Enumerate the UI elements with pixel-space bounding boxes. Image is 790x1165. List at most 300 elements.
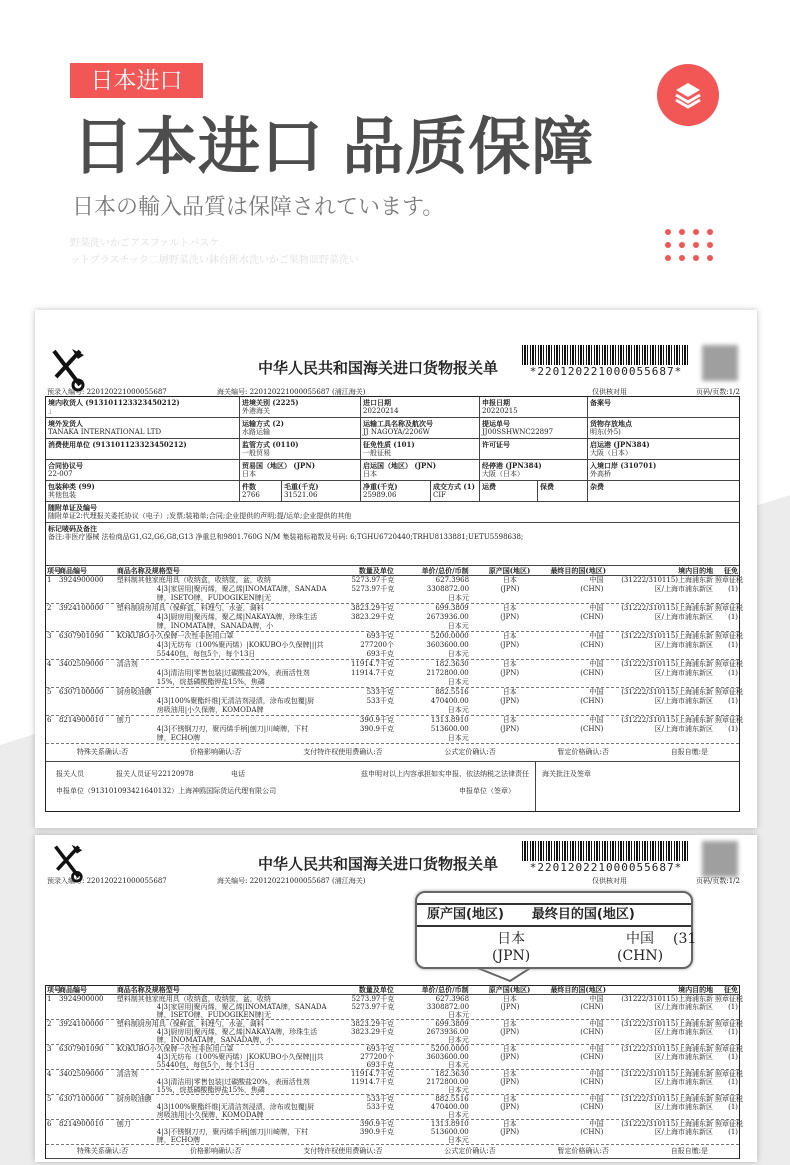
item-price-line: 699.3809 [435, 604, 469, 612]
clipped-text: (31 [673, 931, 697, 947]
document-title: 中华人民共和国海关进口货物报关单 [258, 855, 499, 873]
item-dest [550, 660, 605, 687]
item-place-line: (31222/310115)上海浦东新 [621, 1120, 714, 1128]
header-field [480, 397, 588, 417]
item-qty-line: 390.9千克 [359, 1120, 394, 1128]
item-name-line: 房吸油用|小久保牌，KOMODA牌 [156, 706, 264, 714]
item-place-line: (31222/310115)上海浦东新 [621, 576, 713, 584]
item-dest-line: (CHN) [580, 613, 604, 621]
column-header: 征免 [724, 566, 738, 575]
item-price [395, 1120, 470, 1144]
item-no: 3 [47, 632, 52, 640]
field-value: 25989.06 [363, 491, 397, 499]
pre-page: 页码/页数:1/2 [696, 388, 740, 396]
item-dest-line: 中国 [589, 1070, 604, 1078]
item-price-line: 日本元 [447, 1036, 469, 1044]
item-price [395, 1020, 470, 1044]
field-value: 其他包装 [48, 491, 76, 499]
item-origin-line: 日本 [502, 1120, 517, 1128]
column-header: 最终目的国(地区) [550, 985, 607, 994]
item-dest-line: 中国 [589, 1045, 604, 1053]
item-name-line: 4|3|不锈钢刀刃，聚丙烯手柄|刨刀|川崎牌，下村 [156, 1128, 309, 1136]
field-value: CIF [433, 491, 446, 499]
item-qty [325, 604, 395, 631]
item-name [116, 660, 325, 687]
item-row [46, 688, 744, 716]
item-name [116, 1095, 325, 1119]
item-name-line: 牌，INOMATA牌，SANADA牌，小 [156, 622, 274, 630]
origin-code: (JPN) [492, 948, 531, 964]
pre-customs: (浦江海关) [332, 877, 366, 885]
item-dest-line: (CHN) [580, 585, 604, 593]
item-price-line: 699.3809 [435, 1020, 469, 1028]
header-field [361, 460, 480, 480]
field-value: 大阪（日本） [590, 449, 632, 457]
item-place-line: 区/上海市浦东新区 [654, 1053, 714, 1061]
item-place-line: (31222/310115)上海浦东新 [621, 1095, 714, 1103]
item-no: 3 [47, 1045, 52, 1053]
items-header [46, 566, 739, 576]
item-name [116, 1120, 325, 1144]
item-origin-line: 日本 [502, 604, 517, 612]
column-header: 单价/总价/币制 [421, 566, 469, 575]
column-header: 商品名称及规格型号 [116, 985, 180, 994]
item-qty-line: 11914.7千克 [351, 1070, 394, 1078]
item-tax [714, 1020, 744, 1044]
header-field [480, 460, 588, 480]
item-qty-line: 693千克 [366, 1061, 394, 1069]
item-origin [470, 1095, 550, 1119]
item-tax-line: (1) [728, 585, 738, 593]
item-code: 3924100000 [58, 604, 104, 612]
field-label: 合同协议号 [48, 461, 83, 470]
field-value: 日本 [363, 470, 377, 478]
header-field [480, 418, 588, 438]
field-value: 20220215 [482, 407, 518, 415]
item-dest-line: 中国 [589, 576, 604, 584]
item-name [116, 1045, 325, 1069]
item-place-line: 区/上海市浦东新区 [654, 669, 714, 677]
remarks-field [46, 523, 739, 565]
header-field [46, 481, 240, 501]
item-dest-line: 中国 [589, 995, 604, 1003]
item-price [395, 660, 470, 687]
faint-text-2: ットプラスチック二層野菜洗い鉢台所水洗いかご果物皿野菜洗い [70, 255, 359, 266]
item-tax-line: 照章征税 [715, 1020, 744, 1028]
column-header: 境内目的地 [678, 566, 714, 575]
item-place [604, 604, 714, 631]
origin-header: 原产国(地区) [427, 907, 504, 922]
item-price-line: 2673936.00 [426, 1028, 469, 1036]
item-name-line: 塑料制厨房用具（保鲜盒，料理勺，水壶，调料 [116, 604, 264, 612]
item-row [46, 1095, 744, 1120]
item-row [46, 1070, 744, 1095]
header-field [538, 481, 588, 501]
qr-code [702, 841, 738, 877]
field-label: 运输工具名称及航次号 [363, 419, 433, 428]
field-value: 22-007 [48, 470, 73, 478]
item-name [116, 995, 326, 1019]
item-place [604, 1020, 714, 1044]
item-place-line: 区/上海市浦东新区 [654, 1078, 714, 1086]
confirmation-item: 自报自缴:是 [670, 748, 709, 756]
item-name-line: 4|3|无纺布（100%聚丙烯）|KOKUBO小久保牌|||共 [156, 1053, 324, 1061]
item-place [604, 1120, 714, 1144]
item-price-line: 3603600.00 [426, 1053, 469, 1061]
barcode-number: *220120221000055687* [529, 861, 683, 874]
header-field [240, 481, 282, 501]
field-label: 启运港 (JPN384) [590, 440, 650, 449]
item-place-line: 区/上海市浦东新区 [654, 1003, 713, 1011]
item-origin-line: (JPN) [500, 1103, 520, 1111]
pre-customs-no: 海关编号: 220120221000055687 [217, 877, 330, 885]
item-origin [470, 660, 550, 687]
item-qty-line: 3823.29千克 [351, 1020, 394, 1028]
header-field [46, 460, 240, 480]
item-price-line: 470400.00 [430, 1103, 469, 1111]
field-label: 杂费 [590, 482, 604, 491]
item-row [46, 1120, 744, 1145]
item-dest-line: 中国 [589, 688, 604, 696]
item-place [604, 1045, 714, 1069]
customs-declaration-page-zoomed [35, 835, 757, 1162]
item-tax-line: (1) [728, 613, 739, 621]
item-price-line: 日本元 [448, 594, 470, 602]
item-price [395, 716, 470, 743]
attached-field [46, 502, 739, 522]
item-price [395, 995, 470, 1019]
pre-pre-no: 预录入编号: 220120221000055687 [47, 877, 167, 885]
item-price-line: 627.3968 [435, 995, 470, 1003]
item-code: 3924100000 [58, 1020, 104, 1028]
item-origin-line: (JPN) [500, 585, 520, 593]
field-label: 净重(千克) [363, 482, 398, 491]
item-origin-line: (JPN) [500, 1053, 520, 1061]
item-qty-line: 533千克 [366, 688, 394, 696]
item-origin [470, 576, 550, 603]
item-tax [714, 604, 744, 631]
field-value: 外港海关 [242, 407, 270, 415]
field-label: 毛重(千克) [284, 482, 319, 491]
field-value: 大阪（日本） [482, 470, 524, 478]
item-price-line: 513600.00 [430, 725, 469, 733]
field-label: 包装种类 (99) [48, 482, 95, 491]
item-row [46, 604, 744, 632]
field-label: 运费 [482, 482, 496, 491]
field-value: 日本 [242, 470, 256, 478]
item-place-line: (31222/310115)上海浦东新 [621, 1070, 714, 1078]
item-qty-line: 390.9千克 [359, 716, 394, 724]
item-price-line: 3603600.00 [426, 641, 469, 649]
item-tax-line: 照章征税 [715, 1120, 744, 1128]
declarant-label: 报关人员 [56, 770, 84, 778]
item-place [604, 716, 714, 743]
item-dest [550, 1120, 605, 1144]
header-field [361, 418, 480, 438]
pre-pre-no: 预录入编号: 220120221000055687 [47, 388, 167, 396]
field-label: 入境口岸 (310701) [590, 461, 657, 470]
item-place-line: (31222/310115)上海浦东新 [621, 995, 713, 1003]
field-label: 提运单号 [482, 419, 510, 428]
item-origin-line: (JPN) [500, 697, 520, 705]
item-price-line: 日本元 [448, 1011, 470, 1019]
item-tax-line: (1) [728, 641, 739, 649]
declaration-table [45, 985, 744, 1159]
origin-value: 日本 [497, 931, 526, 947]
item-origin [470, 716, 550, 743]
item-price [395, 604, 470, 631]
item-tax [714, 1045, 744, 1069]
column-header: 商品编号 [59, 566, 87, 575]
field-value: 2766 [242, 491, 260, 499]
headline: 日本进口 品质保障 [72, 113, 595, 182]
item-name [116, 716, 325, 743]
item-row [46, 1045, 744, 1070]
confirmation-item: 公式定价确认:否 [444, 1147, 496, 1155]
item-qty [325, 1045, 395, 1069]
item-tax-line: 照章征税 [715, 688, 744, 696]
item-qty [325, 1020, 395, 1044]
item-dest [550, 688, 605, 715]
pre-entry-line [47, 877, 740, 886]
item-place-line: 区/上海市浦东新区 [654, 585, 713, 593]
item-tax [714, 660, 744, 687]
item-tax-line: 照章征税 [715, 576, 743, 584]
item-qty-line: 533千克 [366, 1103, 394, 1111]
pre-page: 页码/页数:1/2 [696, 877, 740, 885]
item-no: 4 [47, 1070, 52, 1078]
field-value: 备注:非医疗器械 法检商品G1,G2,G6,G8,G13 净重总和9801.760G N/M 集装箱标箱数及号码: 6;TGHU6720440;TRHU8133881;UETU5598638; [48, 533, 524, 541]
item-name-line: 55440包，每包5个，每个13日 [156, 1061, 256, 1069]
header-row [46, 439, 739, 460]
field-label: 申报日期 [482, 398, 510, 407]
item-dest-line: (CHN) [580, 1103, 604, 1111]
field-value: 一般征税 [363, 449, 391, 457]
item-tax-line: 照章征税 [715, 1095, 744, 1103]
item-dest-line: 中国 [589, 1020, 604, 1028]
item-row [46, 716, 744, 744]
item-origin-line: 日本 [502, 632, 517, 640]
magnifier-callout [415, 891, 697, 969]
item-price-line: 513600.00 [430, 1128, 469, 1136]
field-label: 贸易国（地区） (JPN) [242, 461, 316, 470]
item-price-line: 882.5516 [435, 688, 469, 696]
remarks-row [46, 523, 739, 566]
item-name-line: 塑料制厨房用具（保鲜盒，料理勺，水壶，调料 [116, 1020, 264, 1028]
item-name-line: 房吸油用|小久保牌，KOMODA牌 [156, 1111, 264, 1119]
item-tax-line: (1) [728, 1078, 739, 1086]
item-qty-line: 277200个 [360, 1053, 394, 1061]
items-header [46, 986, 739, 995]
header-field [588, 418, 739, 438]
item-code: 6307100000 [58, 688, 104, 696]
item-name-line: 4|3|家居用|聚丙烯，聚乙烯|INOMATA牌，SANADA [156, 585, 327, 593]
item-origin-line: (JPN) [500, 1128, 520, 1136]
field-label: 标记唛码及备注 [48, 524, 97, 533]
field-label: 经停港 (JPN384) [482, 461, 542, 470]
item-price-line: 182.3630 [435, 660, 469, 668]
item-price-line: 3308872.00 [426, 585, 470, 593]
declarant-number: 报关人员证号22120978 [116, 770, 194, 778]
item-price-line: 882.5516 [435, 1095, 469, 1103]
item-row [46, 632, 744, 660]
item-name [116, 1020, 325, 1044]
confirmation-row [46, 1145, 739, 1159]
field-value: 」 [48, 407, 55, 415]
field-value: 水路运输 [242, 428, 270, 436]
item-code: 8214900010 [58, 716, 104, 724]
item-place-line: (31222/310115)上海浦东新 [621, 660, 714, 668]
field-label: 监管方式 (0110) [242, 440, 299, 449]
item-place-line: (31222/310115)上海浦东新 [621, 1045, 714, 1053]
item-dest [550, 1095, 605, 1119]
confirmation-item: 支付特许权使用费确认:否 [303, 1147, 383, 1155]
item-place-line: 区/上海市浦东新区 [654, 1128, 714, 1136]
item-price-line: 日本元 [447, 678, 469, 686]
item-no: 1 [47, 576, 52, 584]
field-label: 进口日期 [363, 398, 391, 407]
item-dest [550, 576, 605, 603]
item-tax [714, 632, 744, 659]
confirmation-item: 暂定价格确认:否 [557, 748, 609, 756]
item-price-line: 日本元 [447, 1111, 469, 1119]
item-origin [470, 604, 550, 631]
item-code: 6307100000 [58, 1095, 104, 1103]
item-name-line: 牌，ISETO牌，FUDOGIKEN牌|无 [156, 1011, 272, 1019]
item-code: 3924900000 [58, 995, 104, 1003]
field-label: 成交方式 (1) [433, 482, 475, 491]
item-price-line: 日本元 [447, 622, 469, 630]
item-dest-line: (CHN) [580, 1128, 604, 1136]
pre-note: 仅供核对用 [592, 877, 627, 885]
item-qty-line: 5273.97千克 [351, 576, 395, 584]
item-origin-line: 日本 [502, 576, 517, 584]
item-dest-line: 中国 [589, 604, 604, 612]
field-label: 运输方式 (2) [242, 419, 284, 428]
header-field [240, 418, 361, 438]
item-tax-line: 照章征税 [715, 632, 744, 640]
header-field [431, 481, 480, 501]
field-value: JJ00SSHWNC22897 [482, 428, 554, 436]
field-label: 许可证号 [482, 440, 510, 449]
item-tax-line: (1) [728, 1028, 739, 1036]
column-header: 商品编号 [59, 985, 87, 994]
item-qty-line: 5273.97千克 [351, 1003, 395, 1011]
column-header: 商品名称及规格型号 [116, 566, 180, 575]
header-field [240, 460, 361, 480]
attached-row [46, 502, 739, 523]
item-tax-line: 照章征税 [715, 995, 743, 1003]
item-dest [550, 1070, 605, 1094]
header-field [588, 439, 739, 459]
item-name-line: 厨房吸油膜 [116, 1095, 152, 1103]
item-price [395, 576, 470, 603]
item-origin-line: (JPN) [500, 1003, 520, 1011]
item-qty-line: 277200个 [360, 641, 394, 649]
item-origin-line: (JPN) [500, 669, 520, 677]
item-name-line: 4|3|100%聚酯纤维|无清洁剂浸渍，涂布或包覆|厨 [156, 1103, 315, 1111]
field-value: 随附单证2:代理报关委托协议（电子）;发票;装箱单;合同;企业提供的声明;提/运单;企业提供的其他 [48, 512, 352, 520]
item-qty [325, 688, 395, 715]
item-name-line: 4|3|无纺布（100%聚丙烯）|KOKUBO小久保牌|||共 [156, 641, 324, 649]
item-origin-line: 日本 [502, 1070, 517, 1078]
item-code: 6307901090 [58, 632, 104, 640]
subheadline: 日本の輸入品質は保障されています。 [72, 194, 445, 219]
field-value: JJ NAGOYA/2206W [363, 428, 430, 436]
confirmation-item: 自报自缴:是 [670, 1147, 709, 1155]
item-price [395, 688, 470, 715]
item-price-line: 日本元 [447, 650, 469, 658]
header-field [361, 397, 480, 417]
item-no: 6 [47, 1120, 52, 1128]
item-tax-line: 照章征税 [715, 660, 744, 668]
item-no: 5 [47, 688, 52, 696]
item-name [116, 688, 325, 715]
header-row [46, 418, 739, 439]
layers-icon [673, 80, 703, 110]
item-code: 3402509000 [58, 660, 104, 668]
item-no: 4 [47, 660, 52, 668]
item-qty-line: 3823.29千克 [351, 1028, 394, 1036]
item-dest [550, 632, 605, 659]
item-price-line: 627.3968 [435, 576, 470, 584]
item-price-line: 2172800.00 [426, 669, 469, 677]
item-price [395, 1045, 470, 1069]
item-row [46, 576, 743, 604]
item-origin-line: (JPN) [500, 1078, 520, 1086]
item-name-line: 15%，烷基磷酸酯钾盐15%，焦磷 [156, 678, 265, 686]
header-field [588, 397, 739, 417]
declaring-unit: 申报单位（913101093421640132）上海神鸥国际货运代理有限公司 [56, 787, 277, 795]
item-origin-line: 日本 [502, 688, 517, 696]
item-qty-line: 390.9千克 [359, 725, 394, 733]
declarant-area [46, 762, 536, 811]
item-place-line: 区/上海市浦东新区 [654, 613, 714, 621]
item-name-line: 清洁剂 [116, 1070, 138, 1078]
item-name-line: 4|3|清洁用|零售包装|过碳酸盐20%，表面活性剂 [156, 669, 310, 677]
confirmation-item: 特殊关系确认:否 [76, 748, 129, 756]
item-tax-line: (1) [728, 697, 739, 705]
item-row [46, 1020, 744, 1045]
item-tax-line: (1) [728, 725, 739, 733]
header-field [46, 439, 240, 459]
item-name-line: 牌，ISETO牌，FUDOGIKEN牌|无 [156, 594, 272, 602]
item-place [604, 1070, 714, 1094]
item-code: 3924900000 [58, 576, 104, 584]
item-qty [326, 995, 396, 1019]
barcode-number: *220120221000055687* [529, 365, 683, 378]
item-price-line: 日本元 [447, 1136, 469, 1144]
pre-customs-no: 海关编号: 220120221000055687 [217, 388, 330, 396]
confirmation-item: 价格影响确认:否 [190, 1147, 242, 1155]
confirmation-row [46, 744, 739, 762]
item-place-line: 区/上海市浦东新区 [654, 641, 714, 649]
item-name-line: 4|3|厨房用|聚丙烯，聚乙烯|NAKAYA牌，珍珠生活 [156, 613, 318, 621]
item-qty-line: 390.9千克 [359, 1128, 394, 1136]
item-qty [325, 660, 395, 687]
item-dest-line: (CHN) [580, 1078, 604, 1086]
item-tax-line: (1) [728, 1053, 739, 1061]
header-row [46, 397, 739, 418]
item-tax [714, 688, 744, 715]
item-tax-line: 照章征税 [715, 1070, 744, 1078]
item-tax [714, 576, 743, 603]
column-header: 单价/总价/币制 [421, 985, 469, 994]
header-field [588, 481, 739, 501]
item-tax [714, 1070, 744, 1094]
item-place-line: (31222/310115)上海浦东新 [621, 716, 714, 724]
item-qty-line: 693千克 [366, 1045, 394, 1053]
